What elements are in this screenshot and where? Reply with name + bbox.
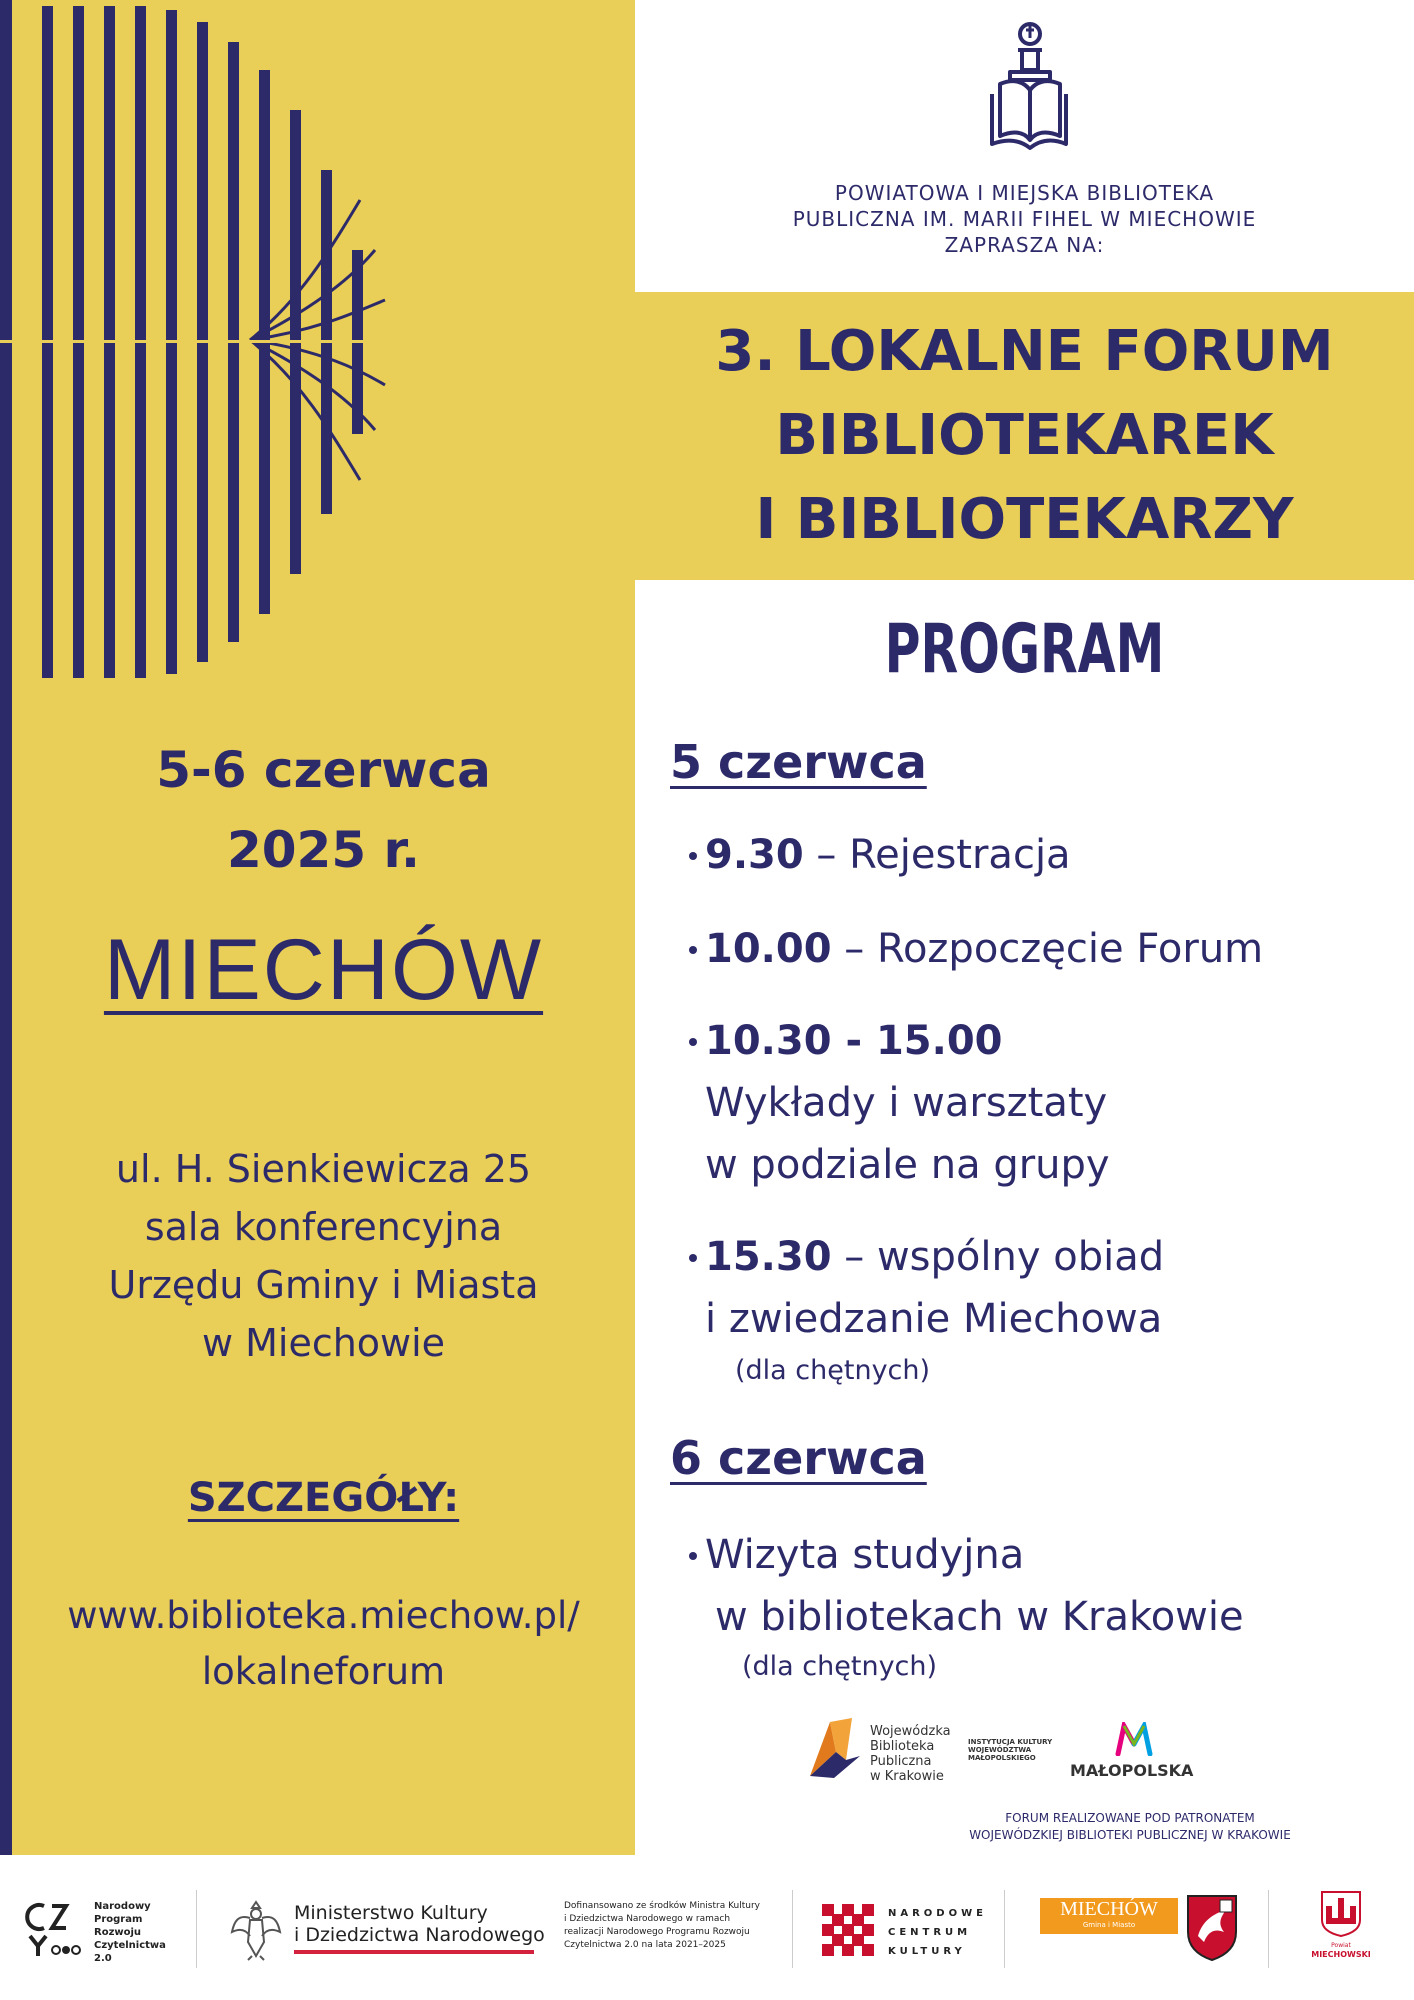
nprc-name-line: 2.0 (94, 1953, 112, 1964)
wbp-name-line: Publiczna (870, 1754, 932, 1769)
institution-label-line: MAŁOPOLSKIEGO (968, 1754, 1036, 1762)
nck-name (888, 1904, 987, 1961)
institution-label (968, 1738, 1052, 1762)
item-text: w podziale na grupy (705, 1142, 1110, 1188)
bullet-icon (689, 1254, 697, 1262)
details-link-line2[interactable]: lokalneforum (201, 1650, 446, 1693)
forum-title (635, 310, 1414, 562)
details-heading-text: SZCZEGÓŁY: (187, 1475, 460, 1521)
details-link-line1[interactable]: www.biblioteka.miechow.pl/ (67, 1594, 580, 1637)
powiat-name (1304, 1942, 1378, 1960)
program-item (705, 918, 1263, 980)
bullet-icon (689, 1038, 697, 1046)
program-item (705, 824, 1071, 886)
nprc-name-line: Program (94, 1914, 143, 1925)
institution-label-line: WOJEWÓDZTWA (968, 1746, 1032, 1754)
ministry-name (294, 1902, 545, 1946)
patron-note (780, 1810, 1414, 1844)
event-date (12, 730, 635, 890)
program-item (705, 1010, 1110, 1196)
malopolska-label: MAŁOPOLSKA (1070, 1761, 1194, 1780)
wbp-name (870, 1724, 951, 1784)
footer-divider (792, 1890, 793, 1968)
organizer-line: PUBLICZNA IM. MARII FIHEL W MIECHOWIE (792, 207, 1257, 231)
bullet-icon (689, 946, 697, 954)
miechow-logo-sub: Gmina i Miasto (1082, 1921, 1136, 1929)
item-text: – Rozpoczęcie Forum (844, 926, 1264, 972)
miechow-logo (1040, 1898, 1178, 1934)
nck-name-line: NARODOWE (888, 1908, 987, 1919)
program-item (705, 1226, 1164, 1350)
patron-note-line: FORUM REALIZOWANE POD PATRONATEM (1005, 1811, 1255, 1825)
powiat-coat-of-arms-icon (1318, 1888, 1364, 1938)
nprc-name-line: Czytelnictwa (94, 1940, 166, 1951)
funding-note-line: i Dziedzictwa Narodowego w ramach (564, 1914, 731, 1924)
event-date-days: 5-6 czerwca (156, 741, 491, 799)
nprc-name-line: Narodowy (94, 1901, 151, 1912)
ministry-name-line: Ministerstwo Kultury (294, 1902, 488, 1924)
nck-name-line: KULTURY (888, 1946, 966, 1957)
nck-logo-icon (822, 1904, 874, 1956)
day2-label: 6 czerwca (670, 1431, 927, 1485)
patron-note-line: WOJEWÓDZKIEJ BIBLIOTEKI PUBLICZNEJ W KRAKOWIE (969, 1828, 1291, 1842)
item-time: 10.00 (705, 926, 832, 972)
address-line: Urzędu Gminy i Miasta (108, 1263, 539, 1307)
item-text: – wspólny obiad (844, 1234, 1165, 1280)
event-date-year: 2025 r. (226, 821, 421, 879)
funding-note-line: Czytelnictwa 2.0 na lata 2021–2025 (564, 1940, 726, 1950)
address-line: ul. H. Sienkiewicza 25 (115, 1147, 532, 1191)
day2-heading (670, 1428, 927, 1488)
book-stripes-illustration (0, 0, 635, 700)
nck-name-line: CENTRUM (888, 1927, 972, 1938)
item-text: Wizyta studyjna (705, 1532, 1025, 1578)
nprc-name (94, 1900, 166, 1965)
item-time: 9.30 (705, 832, 804, 878)
item-text: i zwiedzanie Miechowa (705, 1296, 1163, 1342)
item-text: Wykłady i warsztaty (705, 1080, 1108, 1126)
program-heading: PROGRAM (884, 610, 1165, 689)
forum-title-line: 3. LOKALNE FORUM (715, 319, 1334, 384)
wbp-name-line: w Krakowie (870, 1769, 944, 1784)
day1-label: 5 czerwca (670, 735, 927, 789)
event-city-text: MIECHÓW (103, 922, 544, 1018)
polish-eagle-icon (228, 1896, 284, 1962)
address-line: sala konferencyjna (144, 1205, 503, 1249)
library-logo-icon (988, 20, 1068, 150)
footer-divider (196, 1890, 197, 1968)
organizer-line: POWIATOWA I MIEJSKA BIBLIOTEKA (834, 181, 1215, 205)
powiat-name-line: MIECHOWSKI (1311, 1950, 1371, 1959)
details-link[interactable] (12, 1588, 635, 1700)
item-text: w bibliotekach w Krakowie (715, 1594, 1244, 1640)
funding-note-line: realizacji Narodowego Programu Rozwoju (564, 1927, 750, 1937)
wbp-name-line: Biblioteka (870, 1739, 935, 1754)
program-item (705, 1524, 1244, 1648)
miechow-logo-text: MIECHÓW (1060, 1898, 1158, 1920)
bullet-icon (689, 1552, 697, 1560)
ministry-name-line: i Dziedzictwa Narodowego (294, 1924, 545, 1946)
event-address (12, 1140, 635, 1372)
address-line: w Miechowie (201, 1321, 446, 1365)
miechow-coat-of-arms-icon (1184, 1892, 1240, 1962)
item-time: 10.30 - 15.00 (705, 1018, 1003, 1064)
item-note: (dla chętnych) (742, 1651, 938, 1682)
forum-title-line: I BIBLIOTEKARZY (755, 487, 1294, 552)
ministry-red-bar (294, 1950, 534, 1954)
organizer-name (635, 180, 1414, 258)
funding-note (564, 1900, 760, 1952)
item-time: 15.30 (705, 1234, 832, 1280)
day1-heading (670, 732, 927, 792)
event-city (12, 920, 635, 1020)
organizer-line: ZAPRASZA NA: (944, 233, 1105, 257)
wbp-book-icon (806, 1716, 862, 1780)
footer-divider (1268, 1890, 1269, 1968)
funding-note-line: Dofinansowano ze środków Ministra Kultury (564, 1901, 761, 1911)
footer-divider (1004, 1890, 1005, 1968)
item-note: (dla chętnych) (735, 1355, 931, 1386)
nprc-name-line: Rozwoju (94, 1927, 142, 1938)
wbp-name-line: Wojewódzka (870, 1724, 951, 1739)
nprc-logo-icon (20, 1898, 84, 1960)
bullet-icon (689, 852, 697, 860)
details-heading (12, 1470, 635, 1526)
forum-title-line: BIBLIOTEKAREK (775, 403, 1274, 468)
malopolska-logo-icon (1114, 1722, 1154, 1756)
item-text: – Rejestracja (816, 832, 1071, 878)
institution-label-line: INSTYTUCJA KULTURY (968, 1738, 1053, 1746)
powiat-name-line: Powiat (1331, 1942, 1351, 1949)
